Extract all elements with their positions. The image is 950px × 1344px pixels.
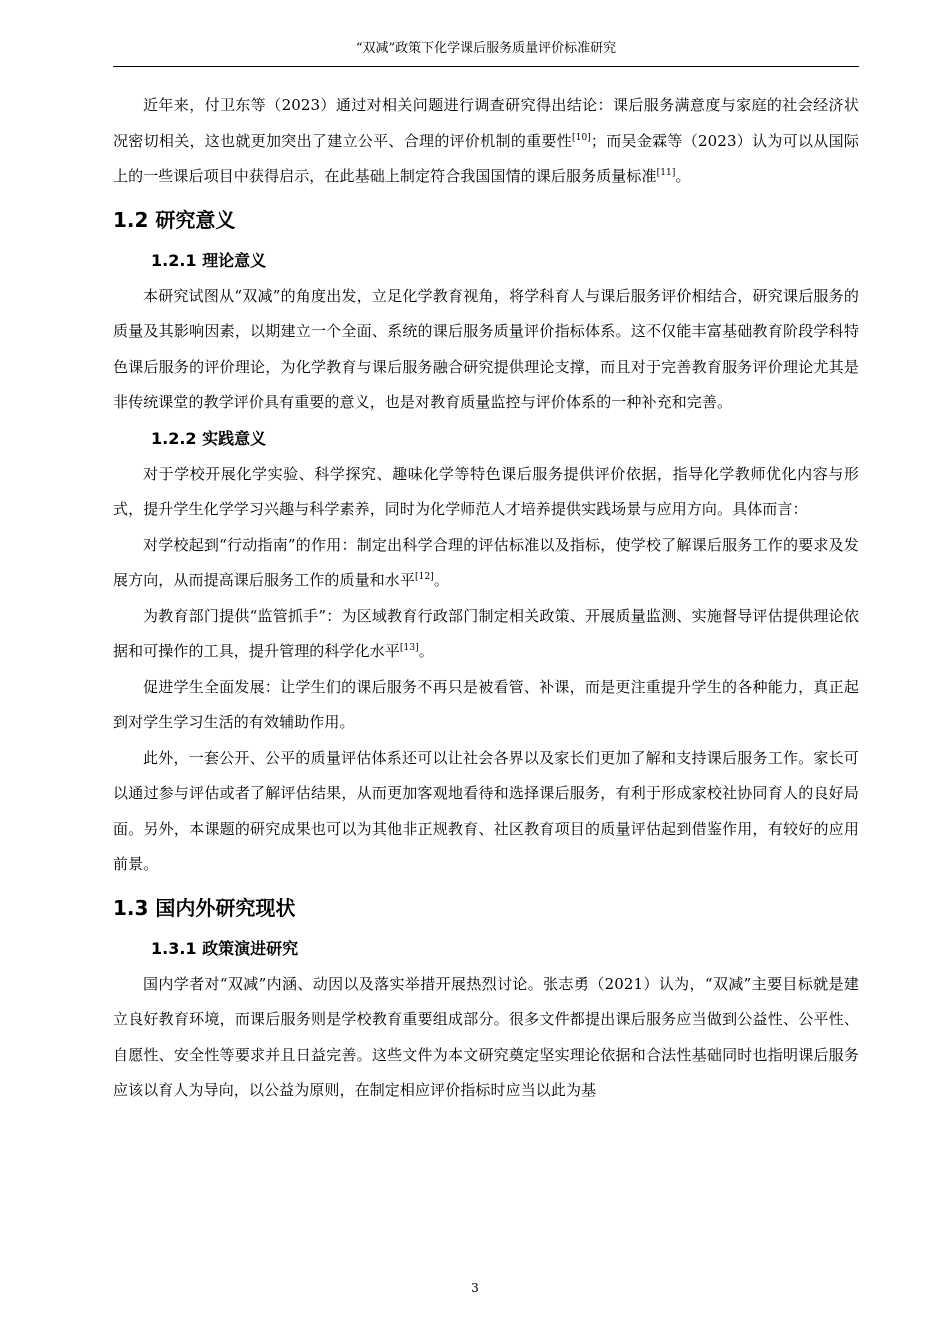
paragraph-theory: 本研究试图从“双减”的角度出发，立足化学教育视角，将学科育人与课后服务评价相结合，研究课后服务的质量及其影响因素，以期建立一个全面、系统的课后服务质量评价指标体系。这不仅能丰富基础教育阶段学科特色课后服务的评价理论，为化学教育与课后服务融合研究提供理论支撑，而且对于完善教育服务评价理论尤其是非传统课堂的教学评价具有重要的意义，也是对教育质量监控与评价体系的一种补充和完善。: [113, 286, 859, 411]
paragraph-policy: 国内学者对“双减”内涵、动因以及落实举措开展热烈讨论。张志勇（2021）认为，“双减”主要目标就是建立良好教育环境，而课后服务则是学校教育重要组成部分。很多文件都提出课后服务应当做到公益性、公平性、自愿性、安全性等要求并且日益完善。这些文件为本文研究奠定坚实理论依据和合法性基础同时也指明课后服务应该以育人为导向，以公益为原则，在制定相应评价指标时应当以此为基: [113, 974, 859, 1099]
paragraph-additional: 此外，一套公开、公平的质量评估体系还可以让社会各界以及家长们更加了解和支持课后服务工作。家长可以通过参与评估或者了解评估结果，从而更加客观地看待和选择课后服务，有利于形成家校社协同育人的良好局面。另外，本课题的研究成果也可以为其他非正规教育、社区教育项目的质量评估起到借鉴作用，有较好的应用前景。: [113, 748, 859, 873]
paragraph-student-development: 促进学生全面发展：让学生们的课后服务不再只是被看管、补课，而是更注重提升学生的各种能力，真正起到对学生学习生活的有效辅助作用。: [113, 677, 859, 731]
paragraph-text: 为教育部门提供“监管抓手”：为区域教育行政部门制定相关政策、开展质量监测、实施督导评估提供理论依据和可操作的工具，提升管理的科学化水平: [113, 606, 859, 660]
paragraph-intro: [113, 88, 859, 195]
citation-ref: [12]: [415, 572, 434, 582]
citation-ref: [11]: [656, 168, 676, 178]
subsection-heading-1-3-1: 1.3.1 政策演进研究: [151, 938, 299, 958]
paragraph-text: 近年来，付卫东等（2023）通过对相关问题进行调查研究得出结论：课后服务满意度与家庭的社会经济状况密切相关，这也就更加突出了建立公平、合理的评价机制的重要性: [113, 96, 859, 150]
paragraph-text: 。: [675, 167, 691, 185]
running-header: “双减”政策下化学课后服务质量评价标准研究: [355, 41, 617, 56]
paragraph-text: 。: [418, 642, 434, 660]
paragraph-school-guide: [113, 528, 859, 599]
paragraph-practice: 对于学校开展化学实验、科学探究、趣味化学等特色课后服务提供评价依据，指导化学教师优化内容与形式，提升学生化学学习兴趣与科学素养，同时为化学师范人才培养提供实践场景与应用方向。具体而言：: [113, 464, 859, 518]
citation-ref: [10]: [572, 132, 591, 143]
section-heading-1-2: 1.2 研究意义: [113, 207, 236, 232]
paragraph-text: 对学校起到“行动指南”的作用：制定出科学合理的评估标准以及指标，使学校了解课后服务工作的要求及发展方向，从而提高课后服务工作的质量和水平: [113, 535, 859, 589]
subsection-heading-1-2-2: 1.2.2 实践意义: [151, 428, 267, 448]
page-number: 3: [471, 1281, 479, 1295]
paragraph-text: 。: [433, 571, 449, 589]
header-rule: [113, 66, 859, 67]
page-body: [113, 88, 859, 1109]
paragraph-text: ；而吴金霖等（2023）认为可以从国际上的一些课后项目中获得启示，在此基础上制定符合我国国情的课后服务质量标准: [113, 131, 859, 185]
subsection-heading-1-2-1: 1.2.1 理论意义: [151, 250, 267, 270]
paragraph-supervision: [113, 599, 859, 670]
citation-ref: [13]: [399, 643, 419, 653]
section-heading-1-3: 1.3 国内外研究现状: [113, 895, 296, 920]
